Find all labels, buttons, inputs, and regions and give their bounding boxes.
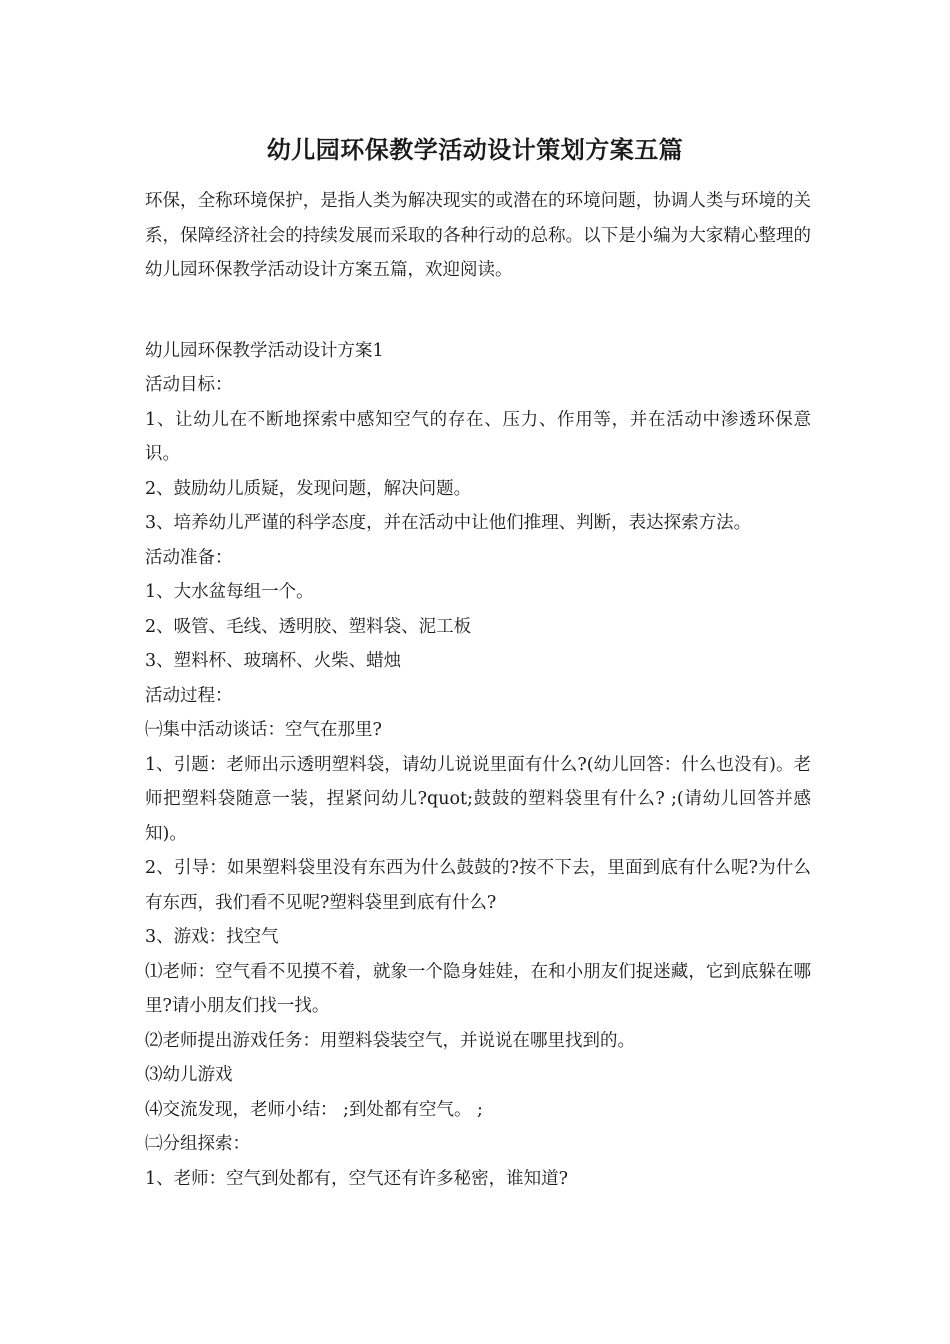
subheading-preparation: 活动准备： — [145, 547, 233, 568]
list-item: 1、引题：老师出示透明塑料袋，请幼儿说说里面有什么?(幼儿回答：什么也没有)。老师把塑料袋随意一装，捏紧问幼儿?quot;鼓鼓的塑料袋里有什么? ;(请幼儿回答并感知)。 — [145, 754, 811, 844]
list-item: 2、吸管、毛线、透明胶、塑料袋、泥工板 — [145, 616, 472, 637]
intro-paragraph: 环保，全称环境保护，是指人类为解决现实的或潜在的环境问题，协调人类与环境的关系，保障经济社会的持续发展而采取的各种行动的总称。以下是小编为大家精心整理的幼儿园环保教学活动设计方案五篇，欢迎阅读。 — [145, 191, 811, 280]
list-item: 2、鼓励幼儿质疑，发现问题，解决问题。 — [145, 478, 472, 499]
list-item: ⑴老师：空气看不见摸不着，就象一个隐身娃娃，在和小朋友们捉迷藏，它到底躲在哪里?请小朋友们找一找。 — [145, 961, 811, 1016]
list-item: 3、塑料杯、玻璃杯、火柴、蜡烛 — [145, 651, 402, 671]
document-body — [145, 184, 811, 1196]
list-item: 3、培养幼儿严谨的科学态度，并在活动中让他们推理、判断，表达探索方法。 — [145, 513, 752, 533]
subheading-process: 活动过程： — [145, 685, 233, 706]
list-item: 1、老师：空气到处都有，空气还有许多秘密，谁知道? — [145, 1168, 569, 1189]
list-item: 3、游戏：找空气 — [145, 927, 279, 947]
document-title: 幼儿园环保教学活动设计策划方案五篇 — [266, 135, 684, 164]
subheading-goals: 活动目标： — [145, 375, 233, 395]
list-item: ⑷交流发现，老师小结： ;到处都有空气。 ; — [145, 1099, 483, 1120]
list-item: ⑵老师提出游戏任务：用塑料袋装空气，并说说在哪里找到的。 — [145, 1030, 635, 1051]
paragraph-spacer — [145, 288, 811, 334]
list-item: ⑶幼儿游戏 — [145, 1065, 233, 1085]
step-heading: ㈠集中活动谈话：空气在那里? — [145, 720, 382, 740]
list-item: 2、引导：如果塑料袋里没有东西为什么鼓鼓的?按不下去，里面到底有什么呢?为什么有东西，我们看不见呢?塑料袋里到底有什么? — [145, 858, 811, 913]
step-heading: ㈡分组探索： — [145, 1134, 250, 1154]
list-item: 1、大水盆每组一个。 — [145, 582, 314, 602]
section-heading: 幼儿园环保教学活动设计方案1 — [145, 340, 384, 361]
list-item: 1、让幼儿在不断地探索中感知空气的存在、压力、作用等，并在活动中渗透环保意识。 — [145, 409, 811, 464]
